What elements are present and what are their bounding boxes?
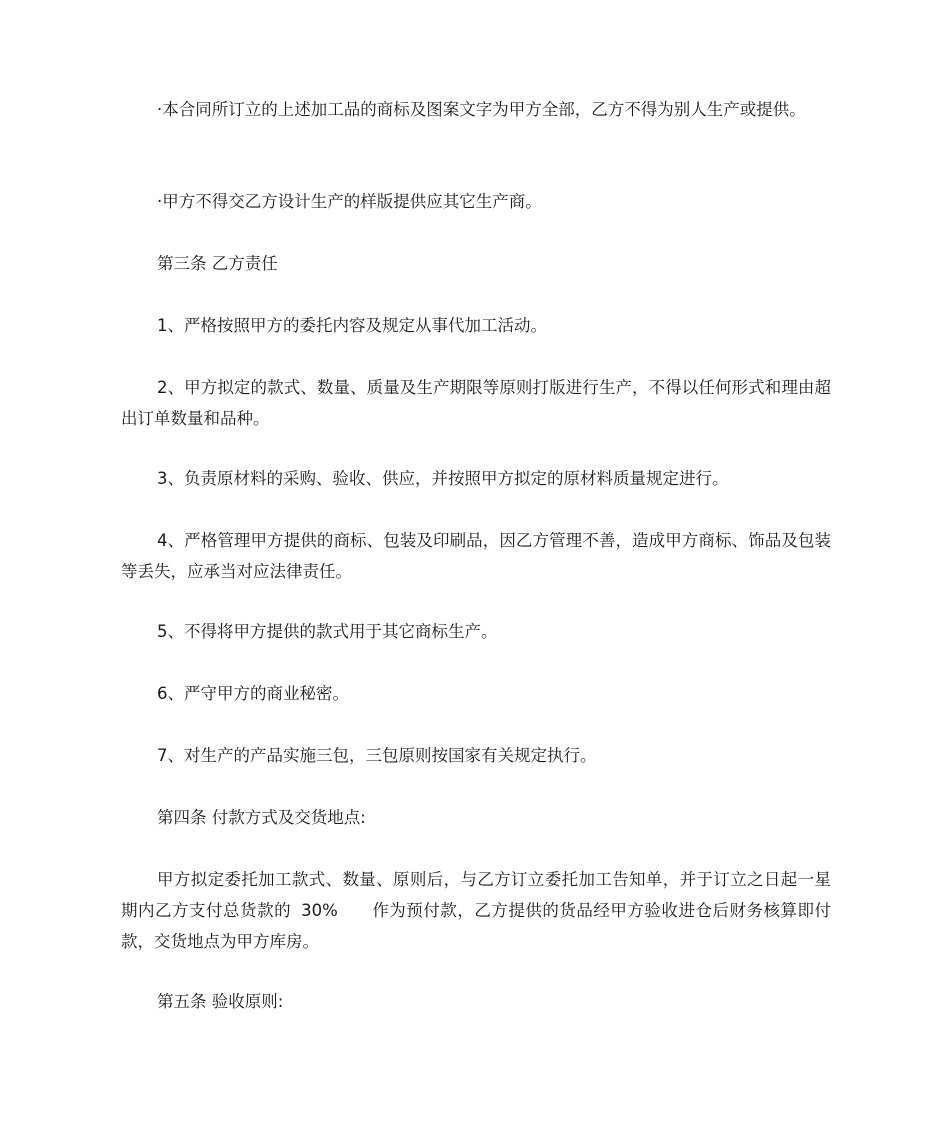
section-heading-article-4: 第四条 付款方式及交货地点: xyxy=(157,808,366,827)
list-item-3: 3、负责原材料的采购、验收、供应，并按照甲方拟定的原材料质量规定进行。 xyxy=(157,469,729,488)
list-item-6: 6、严守甲方的商业秘密。 xyxy=(157,684,349,703)
list-item-5: 5、不得将甲方提供的款式用于其它商标生产。 xyxy=(157,622,498,641)
list-item-2: 2、甲方拟定的款式、数量、质量及生产期限等原则打版进行生产，不得以任何形式和理由超出订单数量和品种。 xyxy=(121,378,831,428)
paragraph-payment-terms xyxy=(121,864,831,957)
list-item-7: 7、对生产的产品实施三包，三包原则按国家有关规定执行。 xyxy=(157,746,597,765)
payment-percent: 30% xyxy=(301,901,338,920)
list-item-1: 1、严格按照甲方的委托内容及规定从事代加工活动。 xyxy=(157,316,547,335)
payment-text-after: 作为预付款，乙方提供的货品经甲方验收进仓后财务核算即付款，交货地点为甲方库房。 xyxy=(121,901,832,951)
payment-text-before: 甲方拟定委托加工款式、数量、原则后，与乙方订立委托加工告知单，并于订立之日起一星期内乙方支付总货款的 xyxy=(121,870,831,920)
section-heading-article-5: 第五条 验收原则: xyxy=(157,992,284,1011)
paragraph-trademark-ownership: ·本合同所订立的上述加工品的商标及图案文字为甲方全部，乙方不得为别人生产或提供。 xyxy=(157,100,806,119)
section-heading-article-3: 第三条 乙方责任 xyxy=(157,254,278,273)
list-item-4: 4、严格管理甲方提供的商标、包装及印刷品，因乙方管理不善，造成甲方商标、饰品及包装等丢失，应承当对应法律责任。 xyxy=(121,531,831,581)
paragraph-sample-restriction: ·甲方不得交乙方设计生产的样版提供应其它生产商。 xyxy=(157,192,542,211)
